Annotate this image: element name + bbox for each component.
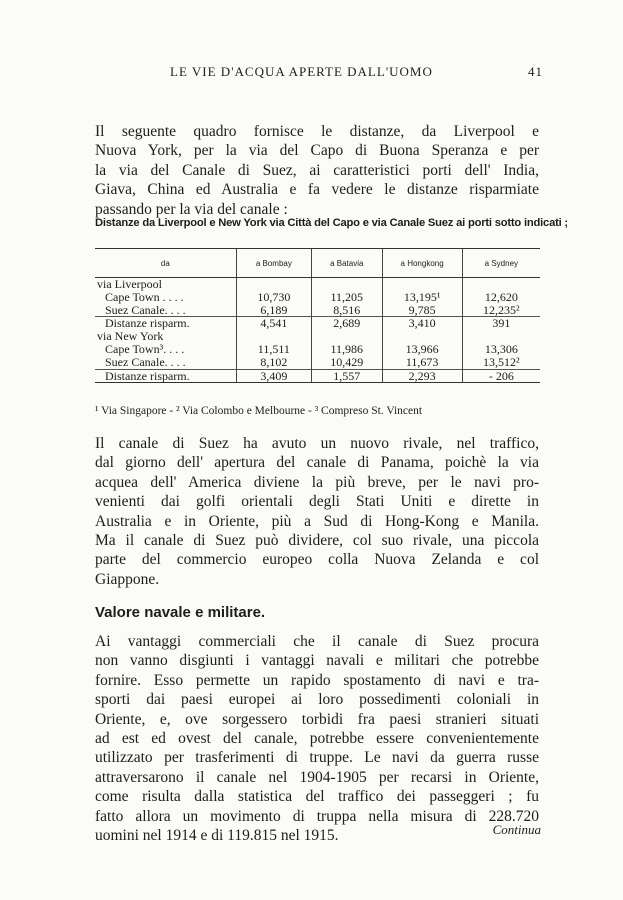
column-header: a Bombay bbox=[236, 249, 311, 278]
row-label: Distanze risparm. bbox=[95, 369, 236, 383]
table-cell: - 206 bbox=[462, 369, 540, 383]
text-line: attraversarono il canale nel 1904-1905 per recarsi in Oriente, bbox=[95, 768, 539, 786]
table-cell: 4,541 bbox=[236, 317, 311, 330]
section-heading: Valore navale e militare. bbox=[95, 604, 266, 621]
continuation-note: Continua bbox=[492, 822, 541, 837]
table-cell: 10,429 bbox=[311, 356, 382, 369]
running-header bbox=[0, 64, 623, 84]
table-cell: 3,410 bbox=[382, 317, 462, 330]
section-paragraph bbox=[95, 632, 539, 845]
text-line: Il seguente quadro fornisce le distanze, da Liverpool e bbox=[95, 123, 539, 140]
table-cell: 12,235² bbox=[462, 304, 540, 317]
table-row bbox=[95, 356, 540, 369]
row-label: via New York bbox=[97, 329, 164, 344]
text-line: Giava, China ed Australia e fa vedere le distanze risparmiate bbox=[95, 181, 539, 199]
text-line: Oriente, e, ove sorgessero torbidi fra paesi stranieri situati bbox=[95, 710, 539, 728]
page-number: 41 bbox=[528, 64, 543, 79]
intro-paragraph bbox=[95, 122, 539, 219]
table-row bbox=[95, 291, 540, 304]
text-line: Ma il canale di Suez può dividere, col suo rivale, una piccola bbox=[95, 531, 539, 549]
body-paragraph bbox=[95, 434, 539, 589]
table-cell bbox=[462, 278, 540, 291]
table-cell: 11,986 bbox=[311, 343, 382, 356]
table-cell bbox=[236, 278, 311, 291]
table-cell bbox=[382, 278, 462, 291]
text-line: fatto allora un movimento di truppa nella misura di 228.720 bbox=[95, 807, 539, 825]
text-line: sporti dai paesi europei ai loro possedimenti coloniali in bbox=[95, 691, 539, 709]
column-header: da bbox=[95, 249, 236, 278]
table-cell: 10,730 bbox=[236, 291, 311, 304]
table-cell: 12,620 bbox=[462, 291, 540, 304]
table-cell: 391 bbox=[462, 317, 540, 330]
table-row bbox=[95, 369, 540, 383]
table-caption: Distanze da Liverpool e New York via Città del Capo e via Canale Suez ai porti sotto indicati ; bbox=[95, 217, 568, 229]
table-cell: 13,195¹ bbox=[382, 291, 462, 304]
table-cell: 1,557 bbox=[311, 369, 382, 383]
table-footnote: ¹ Via Singapore - ² Via Colombo e Melbourne - ³ Compreso St. Vincent bbox=[95, 405, 423, 417]
text-line: uomini nel 1914 e di 119.815 nel 1915. bbox=[95, 826, 339, 844]
text-line: acquea dell' America diviene la più breve, per le navi pro- bbox=[95, 473, 539, 491]
row-label: Suez Canale. . . . bbox=[105, 354, 186, 369]
table-cell: 11,511 bbox=[236, 343, 311, 356]
table-cell: 11,673 bbox=[382, 356, 462, 369]
table-cell: 2,293 bbox=[382, 369, 462, 383]
row-label: Cape Town . . . . bbox=[105, 289, 184, 304]
text-line: ad est ed ovest del canale, potrebbe essere convenientemente bbox=[95, 729, 539, 747]
row-label: Distanze risparm. bbox=[95, 317, 236, 330]
text-line: non vanno disgiunti i vantaggi navali e militari che potrebbe bbox=[95, 652, 539, 670]
text-line: parte del commercio europeo colla Nuova Zelanda e col bbox=[95, 551, 539, 569]
text-line: Il canale di Suez ha avuto un nuovo rivale, nel traffico, bbox=[95, 435, 539, 452]
table-cell: 8,516 bbox=[311, 304, 382, 317]
table-cell: 13,966 bbox=[382, 343, 462, 356]
table-row bbox=[95, 343, 540, 356]
table-cell: 9,785 bbox=[382, 304, 462, 317]
text-line: Nuova York, per la via del Capo di Buona Speranza e per bbox=[95, 142, 539, 160]
table-cell: 13,306 bbox=[462, 343, 540, 356]
text-line: dal giorno dell' apertura del canale di Panama, poichè la via bbox=[95, 454, 539, 472]
text-line: Ai vantaggi commerciali che il canale di Suez procura bbox=[95, 633, 539, 650]
table-header-row bbox=[95, 249, 540, 278]
column-header: a Hongkong bbox=[382, 249, 462, 278]
table-row bbox=[95, 278, 540, 291]
table-cell: 8,102 bbox=[236, 356, 311, 369]
text-line: Australia e in Oriente, più a Sud di Hong-Kong e Manila. bbox=[95, 512, 539, 530]
table-cell: 11,205 bbox=[311, 291, 382, 304]
row-label: via Liverpool bbox=[97, 277, 162, 291]
text-line: fornire. Esso permette un rapido spostamento di navi e tra- bbox=[95, 671, 539, 689]
text-line: Giappone. bbox=[95, 570, 160, 588]
row-label: Suez Canale. . . . bbox=[105, 302, 186, 317]
table-cell bbox=[311, 278, 382, 291]
column-header: a Batavia bbox=[311, 249, 382, 278]
table-row bbox=[95, 317, 540, 330]
text-line: passando per la via del canale : bbox=[95, 200, 288, 218]
text-line: la via del Canale di Suez, ai caratteristici porti dell' India, bbox=[95, 161, 539, 179]
text-line: venienti dai golfi orientali degli Stati Uniti e dirette in bbox=[95, 493, 539, 511]
text-line: come risulta dalla statistica del traffico dei passeggeri ; fu bbox=[95, 788, 539, 806]
table-cell: 2,689 bbox=[311, 317, 382, 330]
column-header: a Sydney bbox=[462, 249, 540, 278]
distance-table bbox=[95, 248, 540, 383]
text-line: utilizzato per trasferimenti di truppe. Le navi da guerra russe bbox=[95, 749, 539, 767]
table-cell: 3,409 bbox=[236, 369, 311, 383]
table-cell: 6,189 bbox=[236, 304, 311, 317]
table-cell: 13,512² bbox=[462, 356, 540, 369]
table-row bbox=[95, 304, 540, 317]
running-title: LE VIE D'ACQUA APERTE DALL'UOMO bbox=[170, 64, 433, 79]
row-label: Cape Town³. . . . bbox=[105, 341, 185, 356]
